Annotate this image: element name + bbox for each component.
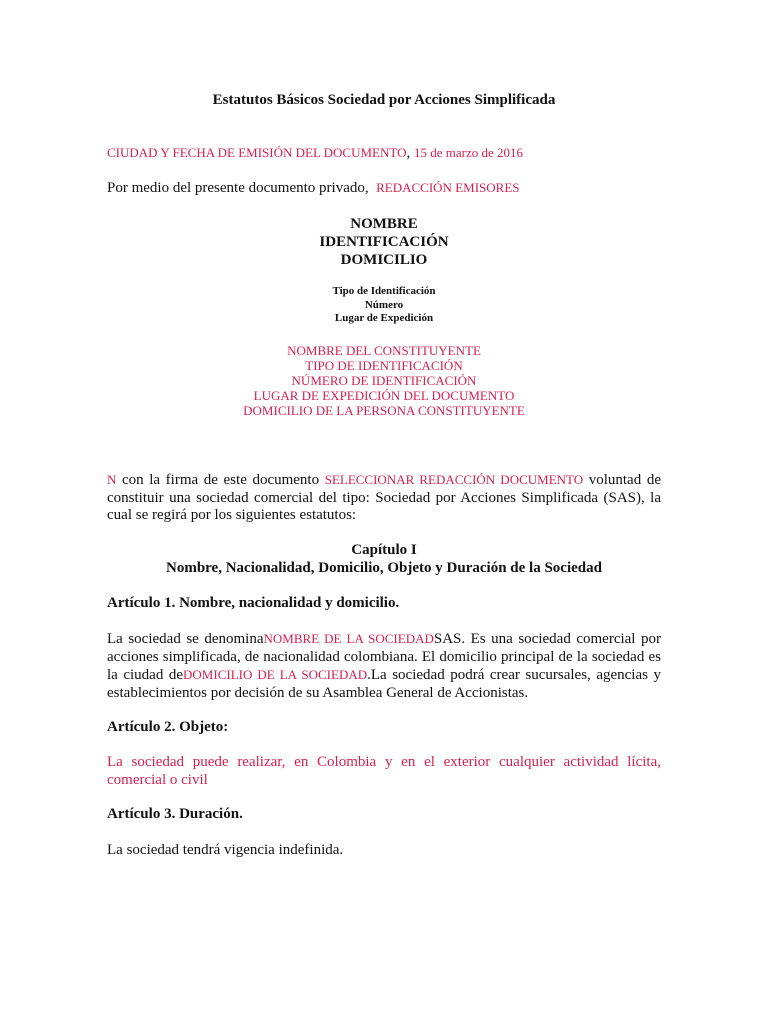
city-date-line bbox=[107, 145, 523, 162]
intro-line bbox=[107, 180, 519, 197]
id-type-label: Tipo de Identificación bbox=[332, 285, 436, 297]
chapter-heading bbox=[0, 541, 768, 577]
company-domicile-placeholder: DOMICILIO DE LA SOCIEDAD bbox=[183, 667, 368, 682]
article-2-body: La sociedad puede realizar, en Colombia y en el exterior cualquier actividad lícita, comercial o civil bbox=[107, 754, 661, 788]
constituent-placeholders bbox=[0, 343, 768, 418]
constituent-id-type-placeholder: TIPO DE IDENTIFICACIÓN bbox=[305, 358, 463, 373]
declaration-paragraph bbox=[107, 471, 661, 525]
city-date-placeholder: CIUDAD Y FECHA DE EMISIÓN DEL DOCUMENTO bbox=[107, 145, 407, 160]
constituent-id-place-placeholder: LUGAR DE EXPEDICIÓN DEL DOCUMENTO bbox=[253, 388, 515, 403]
document-wording-placeholder: SELECCIONAR REDACCIÓN DOCUMENTO bbox=[324, 472, 584, 487]
company-name-placeholder: NOMBRE DE LA SOCIEDAD bbox=[263, 631, 434, 646]
chapter-title: Nombre, Nacionalidad, Domicilio, Objeto y Duración de la Sociedad bbox=[166, 560, 602, 576]
declaration-text-b: voluntad de constituir una sociedad comercial del tipo: Sociedad por Acciones Simplificada (SAS), la cual se regirá por los siguientes estatutos: bbox=[107, 472, 661, 523]
constituent-id-number-placeholder: NÚMERO DE IDENTIFICACIÓN bbox=[291, 373, 477, 388]
identification-field-label: IDENTIFICACIÓN bbox=[319, 234, 449, 250]
article-3-heading: Artículo 3. Duración. bbox=[107, 806, 243, 822]
id-place-label: Lugar de Expedición bbox=[334, 312, 434, 324]
article-3-body: La sociedad tendrá vigencia indefinida. bbox=[107, 842, 344, 858]
article-1-text-2: SAS. Es una sociedad comercial por acciones simplificada, de nacionalidad colombiana. El domicilio principal de la sociedad es la ciudad de bbox=[107, 631, 661, 683]
person-fields-block bbox=[0, 215, 768, 269]
issuers-placeholder: REDACCIÓN EMISORES bbox=[376, 180, 520, 195]
name-field-label: NOMBRE bbox=[350, 216, 418, 232]
issue-date: 15 de marzo de 2016 bbox=[413, 145, 524, 160]
id-details-block bbox=[0, 285, 768, 326]
domicile-field-label: DOMICILIO bbox=[340, 252, 428, 268]
article-1-body bbox=[107, 630, 661, 702]
declaration-text-a: con la firma de este documento bbox=[116, 472, 325, 488]
city-date-separator: , bbox=[406, 145, 411, 161]
intro-text: Por medio del presente documento privado, bbox=[107, 180, 369, 196]
article-1-heading: Artículo 1. Nombre, nacionalidad y domicilio. bbox=[107, 595, 400, 611]
article-1-text-3: .La sociedad podrá crear sucursales, agencias y establecimientos por decisión de su Asamblea General de Accionistas. bbox=[107, 667, 661, 701]
constituent-name-placeholder: NOMBRE DEL CONSTITUYENTE bbox=[287, 343, 481, 358]
document-title: Estatutos Básicos Sociedad por Acciones Simplificada bbox=[212, 92, 556, 108]
article-2-heading: Artículo 2. Objeto: bbox=[107, 719, 229, 735]
article-1-text-1: La sociedad se denomina bbox=[107, 631, 264, 647]
constituent-domicile-placeholder: DOMICILIO DE LA PERSONA CONSTITUYENTE bbox=[243, 403, 525, 418]
declaration-initial: N bbox=[107, 472, 117, 487]
chapter-number: Capítulo I bbox=[351, 542, 417, 558]
id-number-label: Número bbox=[364, 298, 404, 311]
